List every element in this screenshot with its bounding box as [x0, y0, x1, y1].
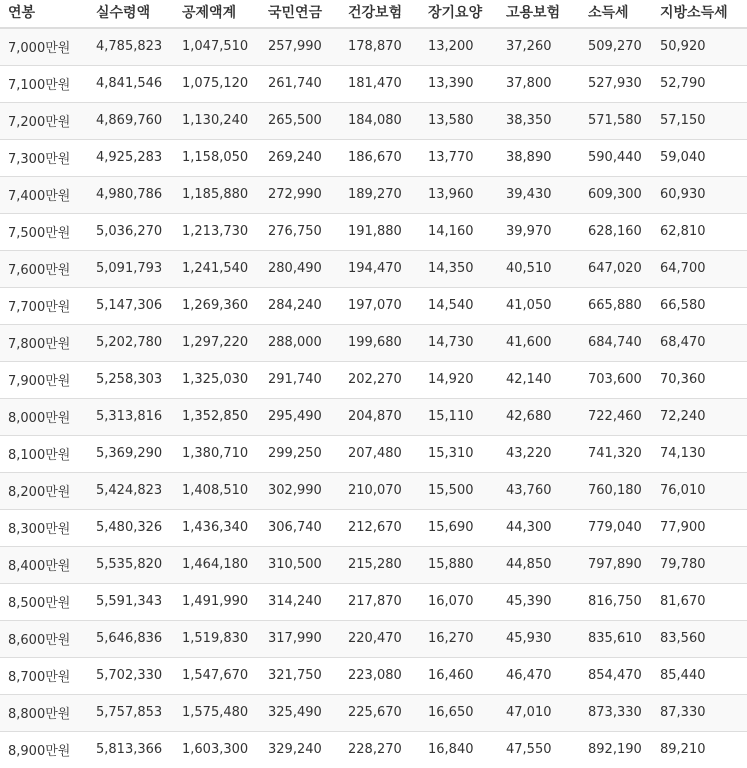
cell-income-tax: 628,160: [580, 213, 652, 250]
cell-employment-insurance: 41,600: [498, 324, 580, 361]
header-health-insurance: 건강보험: [340, 0, 420, 28]
cell-long-term-care: 16,650: [420, 694, 498, 731]
cell-local-income-tax: 66,580: [652, 287, 747, 324]
cell-salary: 8,500만원: [0, 583, 88, 620]
cell-health-insurance: 197,070: [340, 287, 420, 324]
cell-health-insurance: 223,080: [340, 657, 420, 694]
cell-long-term-care: 13,390: [420, 65, 498, 102]
cell-national-pension: 272,990: [260, 176, 340, 213]
cell-total-deduction: 1,185,880: [174, 176, 260, 213]
cell-net-pay: 5,147,306: [88, 287, 174, 324]
cell-national-pension: 306,740: [260, 509, 340, 546]
table-row: [0, 694, 747, 731]
cell-salary: 7,300만원: [0, 139, 88, 176]
cell-total-deduction: 1,352,850: [174, 398, 260, 435]
cell-total-deduction: 1,075,120: [174, 65, 260, 102]
cell-health-insurance: 212,670: [340, 509, 420, 546]
cell-health-insurance: 228,270: [340, 731, 420, 768]
cell-health-insurance: 186,670: [340, 139, 420, 176]
cell-income-tax: 665,880: [580, 287, 652, 324]
cell-income-tax: 647,020: [580, 250, 652, 287]
cell-income-tax: 609,300: [580, 176, 652, 213]
cell-long-term-care: 13,580: [420, 102, 498, 139]
cell-salary: 7,600만원: [0, 250, 88, 287]
cell-total-deduction: 1,380,710: [174, 435, 260, 472]
cell-employment-insurance: 39,970: [498, 213, 580, 250]
cell-local-income-tax: 57,150: [652, 102, 747, 139]
cell-local-income-tax: 72,240: [652, 398, 747, 435]
cell-salary: 7,700만원: [0, 287, 88, 324]
cell-total-deduction: 1,519,830: [174, 620, 260, 657]
table-row: [0, 509, 747, 546]
cell-income-tax: 527,930: [580, 65, 652, 102]
cell-net-pay: 4,980,786: [88, 176, 174, 213]
table-row: [0, 657, 747, 694]
cell-national-pension: 261,740: [260, 65, 340, 102]
cell-health-insurance: 181,470: [340, 65, 420, 102]
cell-long-term-care: 16,460: [420, 657, 498, 694]
cell-employment-insurance: 45,390: [498, 583, 580, 620]
cell-national-pension: 257,990: [260, 28, 340, 65]
cell-net-pay: 5,258,303: [88, 361, 174, 398]
cell-net-pay: 5,202,780: [88, 324, 174, 361]
cell-salary: 7,800만원: [0, 324, 88, 361]
cell-total-deduction: 1,408,510: [174, 472, 260, 509]
cell-local-income-tax: 74,130: [652, 435, 747, 472]
cell-total-deduction: 1,269,360: [174, 287, 260, 324]
cell-national-pension: 284,240: [260, 287, 340, 324]
cell-income-tax: 854,470: [580, 657, 652, 694]
cell-long-term-care: 15,500: [420, 472, 498, 509]
cell-employment-insurance: 38,890: [498, 139, 580, 176]
table-row: [0, 250, 747, 287]
cell-employment-insurance: 43,220: [498, 435, 580, 472]
cell-long-term-care: 13,200: [420, 28, 498, 65]
cell-income-tax: 741,320: [580, 435, 652, 472]
cell-income-tax: 509,270: [580, 28, 652, 65]
cell-local-income-tax: 52,790: [652, 65, 747, 102]
cell-long-term-care: 15,690: [420, 509, 498, 546]
cell-health-insurance: 220,470: [340, 620, 420, 657]
cell-net-pay: 4,925,283: [88, 139, 174, 176]
cell-long-term-care: 16,840: [420, 731, 498, 768]
table-row: [0, 398, 747, 435]
cell-total-deduction: 1,436,340: [174, 509, 260, 546]
cell-net-pay: 5,702,330: [88, 657, 174, 694]
cell-income-tax: 797,890: [580, 546, 652, 583]
header-income-tax: 소득세: [580, 0, 652, 28]
cell-income-tax: 722,460: [580, 398, 652, 435]
cell-health-insurance: 194,470: [340, 250, 420, 287]
cell-income-tax: 760,180: [580, 472, 652, 509]
cell-employment-insurance: 39,430: [498, 176, 580, 213]
cell-national-pension: 295,490: [260, 398, 340, 435]
cell-health-insurance: 191,880: [340, 213, 420, 250]
cell-health-insurance: 189,270: [340, 176, 420, 213]
cell-total-deduction: 1,325,030: [174, 361, 260, 398]
cell-health-insurance: 207,480: [340, 435, 420, 472]
cell-local-income-tax: 64,700: [652, 250, 747, 287]
cell-local-income-tax: 60,930: [652, 176, 747, 213]
cell-long-term-care: 13,960: [420, 176, 498, 213]
cell-health-insurance: 178,870: [340, 28, 420, 65]
cell-national-pension: 288,000: [260, 324, 340, 361]
table-row: [0, 361, 747, 398]
cell-national-pension: 325,490: [260, 694, 340, 731]
cell-national-pension: 265,500: [260, 102, 340, 139]
cell-long-term-care: 14,730: [420, 324, 498, 361]
header-row: [0, 0, 747, 28]
table-header: [0, 0, 747, 28]
cell-income-tax: 684,740: [580, 324, 652, 361]
cell-net-pay: 5,036,270: [88, 213, 174, 250]
cell-net-pay: 5,369,290: [88, 435, 174, 472]
header-total-deduction: 공제액계: [174, 0, 260, 28]
cell-employment-insurance: 47,010: [498, 694, 580, 731]
header-long-term-care: 장기요양: [420, 0, 498, 28]
cell-employment-insurance: 42,680: [498, 398, 580, 435]
cell-employment-insurance: 42,140: [498, 361, 580, 398]
cell-long-term-care: 16,070: [420, 583, 498, 620]
cell-income-tax: 873,330: [580, 694, 652, 731]
cell-national-pension: 329,240: [260, 731, 340, 768]
cell-employment-insurance: 44,850: [498, 546, 580, 583]
cell-salary: 7,000만원: [0, 28, 88, 65]
cell-health-insurance: 184,080: [340, 102, 420, 139]
cell-salary: 7,900만원: [0, 361, 88, 398]
cell-total-deduction: 1,241,540: [174, 250, 260, 287]
table-row: [0, 139, 747, 176]
cell-local-income-tax: 87,330: [652, 694, 747, 731]
cell-net-pay: 5,535,820: [88, 546, 174, 583]
cell-employment-insurance: 38,350: [498, 102, 580, 139]
cell-total-deduction: 1,213,730: [174, 213, 260, 250]
cell-local-income-tax: 89,210: [652, 731, 747, 768]
cell-local-income-tax: 77,900: [652, 509, 747, 546]
cell-salary: 8,800만원: [0, 694, 88, 731]
cell-employment-insurance: 47,550: [498, 731, 580, 768]
header-net-pay: 실수령액: [88, 0, 174, 28]
table-row: [0, 176, 747, 213]
cell-salary: 8,700만원: [0, 657, 88, 694]
table-body: [0, 28, 747, 768]
cell-salary: 7,200만원: [0, 102, 88, 139]
cell-health-insurance: 199,680: [340, 324, 420, 361]
cell-total-deduction: 1,158,050: [174, 139, 260, 176]
cell-total-deduction: 1,297,220: [174, 324, 260, 361]
cell-net-pay: 5,646,836: [88, 620, 174, 657]
table-row: [0, 731, 747, 768]
table-row: [0, 102, 747, 139]
cell-long-term-care: 15,310: [420, 435, 498, 472]
cell-national-pension: 291,740: [260, 361, 340, 398]
cell-employment-insurance: 45,930: [498, 620, 580, 657]
cell-net-pay: 4,869,760: [88, 102, 174, 139]
cell-local-income-tax: 85,440: [652, 657, 747, 694]
cell-employment-insurance: 40,510: [498, 250, 580, 287]
table-row: [0, 472, 747, 509]
cell-net-pay: 5,424,823: [88, 472, 174, 509]
table-row: [0, 620, 747, 657]
cell-local-income-tax: 79,780: [652, 546, 747, 583]
cell-employment-insurance: 46,470: [498, 657, 580, 694]
table-row: [0, 28, 747, 65]
header-national-pension: 국민연금: [260, 0, 340, 28]
cell-local-income-tax: 50,920: [652, 28, 747, 65]
cell-employment-insurance: 37,260: [498, 28, 580, 65]
cell-income-tax: 835,610: [580, 620, 652, 657]
cell-income-tax: 703,600: [580, 361, 652, 398]
cell-national-pension: 276,750: [260, 213, 340, 250]
cell-total-deduction: 1,603,300: [174, 731, 260, 768]
cell-national-pension: 269,240: [260, 139, 340, 176]
cell-employment-insurance: 44,300: [498, 509, 580, 546]
cell-total-deduction: 1,491,990: [174, 583, 260, 620]
cell-local-income-tax: 59,040: [652, 139, 747, 176]
cell-net-pay: 4,841,546: [88, 65, 174, 102]
cell-net-pay: 5,813,366: [88, 731, 174, 768]
cell-local-income-tax: 62,810: [652, 213, 747, 250]
cell-health-insurance: 204,870: [340, 398, 420, 435]
cell-income-tax: 779,040: [580, 509, 652, 546]
cell-national-pension: 302,990: [260, 472, 340, 509]
header-local-income-tax: 지방소득세: [652, 0, 747, 28]
table-row: [0, 65, 747, 102]
cell-salary: 8,900만원: [0, 731, 88, 768]
cell-salary: 8,400만원: [0, 546, 88, 583]
cell-income-tax: 571,580: [580, 102, 652, 139]
cell-income-tax: 816,750: [580, 583, 652, 620]
cell-long-term-care: 13,770: [420, 139, 498, 176]
cell-national-pension: 310,500: [260, 546, 340, 583]
cell-total-deduction: 1,547,670: [174, 657, 260, 694]
table-row: [0, 435, 747, 472]
cell-local-income-tax: 76,010: [652, 472, 747, 509]
cell-long-term-care: 16,270: [420, 620, 498, 657]
cell-total-deduction: 1,130,240: [174, 102, 260, 139]
cell-salary: 7,400만원: [0, 176, 88, 213]
cell-long-term-care: 14,920: [420, 361, 498, 398]
cell-net-pay: 5,091,793: [88, 250, 174, 287]
cell-local-income-tax: 68,470: [652, 324, 747, 361]
cell-local-income-tax: 81,670: [652, 583, 747, 620]
table-row: [0, 546, 747, 583]
cell-net-pay: 5,480,326: [88, 509, 174, 546]
cell-income-tax: 892,190: [580, 731, 652, 768]
cell-income-tax: 590,440: [580, 139, 652, 176]
cell-national-pension: 299,250: [260, 435, 340, 472]
cell-health-insurance: 225,670: [340, 694, 420, 731]
cell-employment-insurance: 43,760: [498, 472, 580, 509]
cell-total-deduction: 1,575,480: [174, 694, 260, 731]
cell-health-insurance: 210,070: [340, 472, 420, 509]
cell-long-term-care: 15,110: [420, 398, 498, 435]
cell-national-pension: 314,240: [260, 583, 340, 620]
cell-salary: 8,100만원: [0, 435, 88, 472]
table-row: [0, 287, 747, 324]
cell-total-deduction: 1,464,180: [174, 546, 260, 583]
cell-national-pension: 321,750: [260, 657, 340, 694]
cell-health-insurance: 202,270: [340, 361, 420, 398]
cell-employment-insurance: 41,050: [498, 287, 580, 324]
header-salary: 연봉: [0, 0, 88, 28]
header-employment-insurance: 고용보험: [498, 0, 580, 28]
cell-national-pension: 280,490: [260, 250, 340, 287]
cell-total-deduction: 1,047,510: [174, 28, 260, 65]
table-row: [0, 324, 747, 361]
cell-net-pay: 4,785,823: [88, 28, 174, 65]
cell-national-pension: 317,990: [260, 620, 340, 657]
cell-salary: 8,300만원: [0, 509, 88, 546]
cell-salary: 7,100만원: [0, 65, 88, 102]
cell-net-pay: 5,591,343: [88, 583, 174, 620]
table-row: [0, 213, 747, 250]
cell-salary: 8,600만원: [0, 620, 88, 657]
cell-long-term-care: 14,350: [420, 250, 498, 287]
table-row: [0, 583, 747, 620]
cell-salary: 8,000만원: [0, 398, 88, 435]
cell-salary: 7,500만원: [0, 213, 88, 250]
cell-long-term-care: 14,540: [420, 287, 498, 324]
cell-employment-insurance: 37,800: [498, 65, 580, 102]
cell-net-pay: 5,313,816: [88, 398, 174, 435]
cell-long-term-care: 14,160: [420, 213, 498, 250]
cell-long-term-care: 15,880: [420, 546, 498, 583]
cell-local-income-tax: 83,560: [652, 620, 747, 657]
cell-health-insurance: 217,870: [340, 583, 420, 620]
cell-net-pay: 5,757,853: [88, 694, 174, 731]
cell-salary: 8,200만원: [0, 472, 88, 509]
cell-health-insurance: 215,280: [340, 546, 420, 583]
cell-local-income-tax: 70,360: [652, 361, 747, 398]
